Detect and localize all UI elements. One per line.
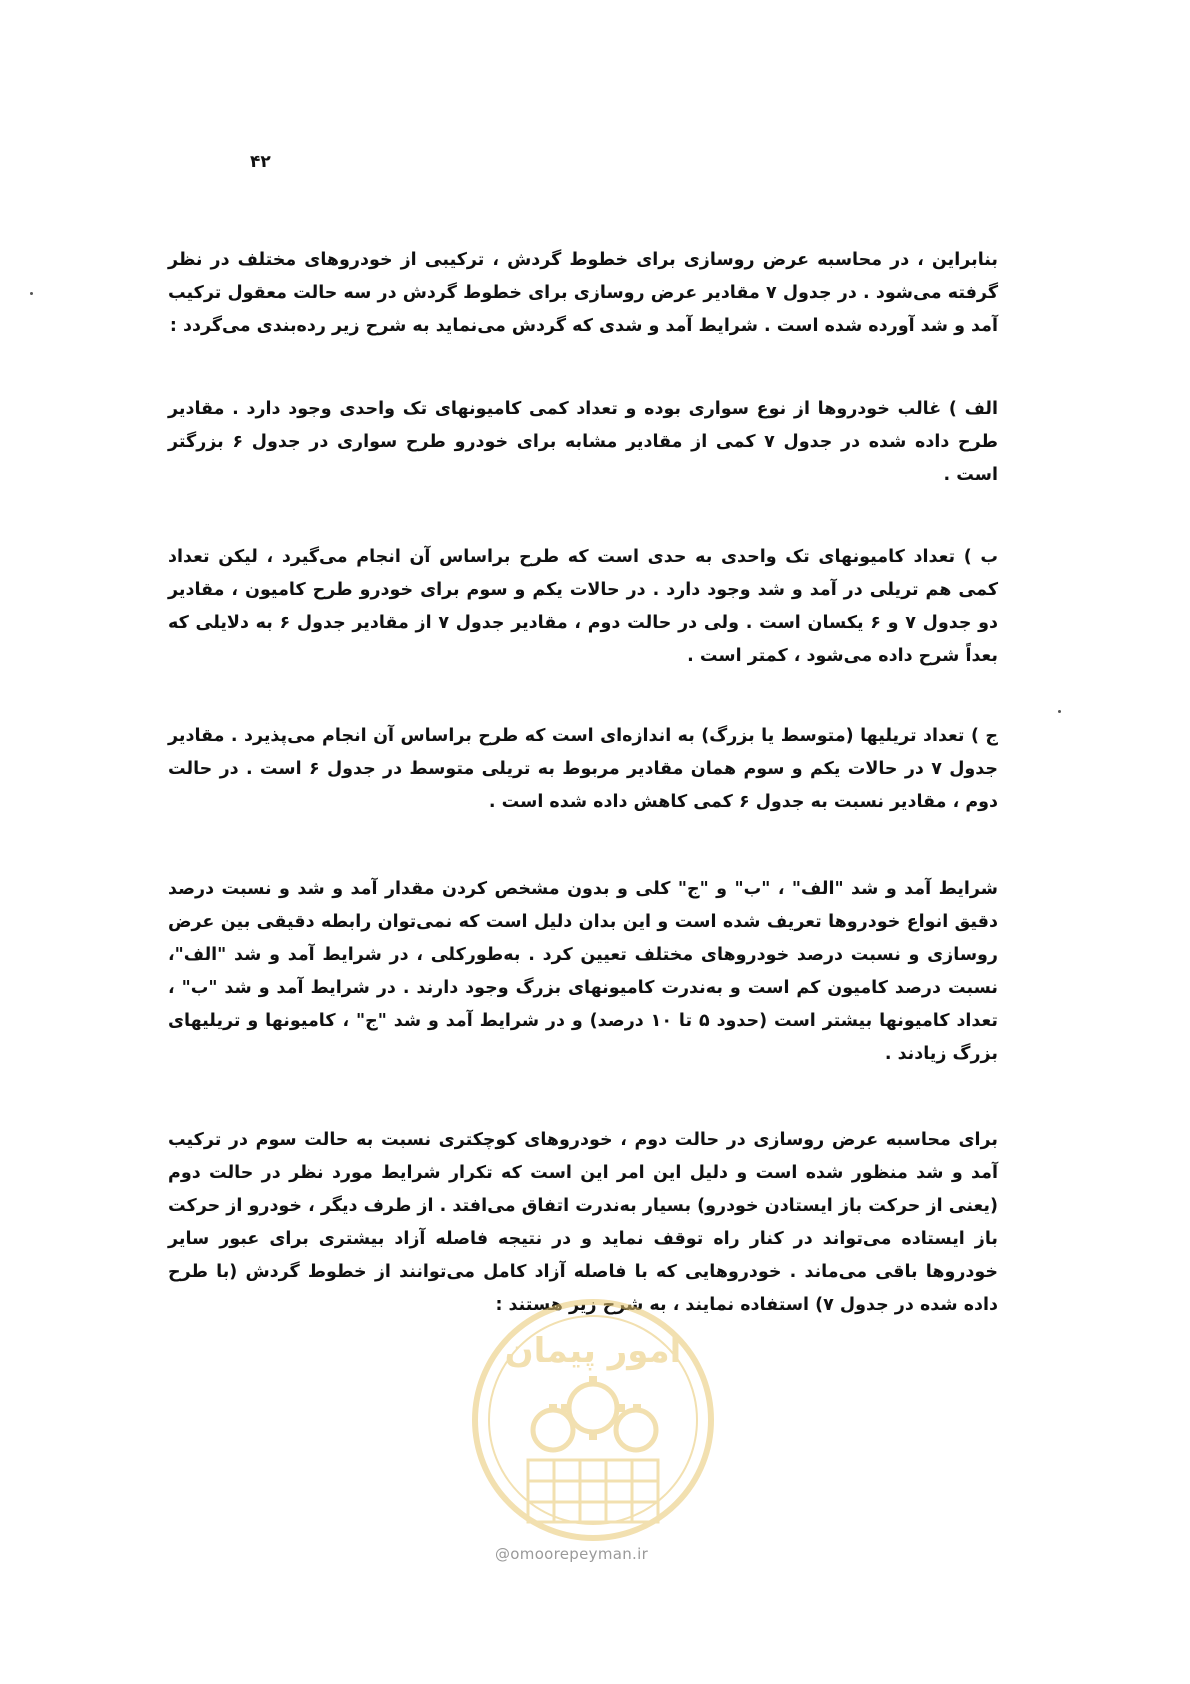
svg-text:امور پیمان: امور پیمان bbox=[504, 1331, 682, 1371]
paragraph-traffic-conditions: شرایط آمد و شد "الف" ، "ب" و "ج" کلی و بدون مشخص کردن مقدار آمد و شد و نسبت درصد دقیق انواع خودروها تعریف شده است و این بدان دلیل است که نمی‌توان رابطه دقیقی بین عرض روسازی و نسبت درصد خودروهای مختلف تعیین کرد . به‌طورکلی ، در شرایط آمد و شد "الف"، نسبت درصد کامیون کم است و به‌ندرت کامیونهای بزرگ وجود دارند . در شرایط آمد و شد "ب" ، تعداد کامیونها بیشتر است (حدود ۵ تا ۱۰ درصد) و در شرایط آمد و شد "ج" ، کامیونها و تریلیهای بزرگ زیادند . bbox=[168, 879, 998, 1064]
paragraph-second-case: برای محاسبه عرض روسازی در حالت دوم ، خودروهای کوچکتری نسبت به حالت سوم در ترکیب آمد و شد منظور شده است و دلیل این امر این است که تکرار شرایط مورد نظر در حالت دوم (یعنی از حرکت باز ایستادن خودرو) بسیار به‌ندرت اتفاق می‌افتد . از طرف دیگر ، خودرو از حرکت باز ایستاده می‌تواند در کنار راه توقف نماید و در نتیجه فاصله آزاد بیشتری برای عبور سایر خودروها باقی می‌ماند . خودروهایی که با فاصله آزاد کامل می‌توانند از خطوط گردش (با طرح داده شده در جدول ۷) استفاده نمایند ، به شرح زیر هستند : bbox=[168, 1130, 998, 1315]
scan-speck bbox=[1058, 710, 1061, 713]
paragraph-condition-be: ب ) تعداد کامیونهای تک واحدی به حدی است که طرح براساس آن انجام می‌گیرد ، لیکن تعداد کمی هم تریلی در آمد و شد وجود دارد . در حالات یکم و سوم برای خودرو طرح کامیون ، مقادیر دو جدول ۷ و ۶ یکسان است . ولی در حالت دوم ، مقادیر جدول ۷ از مقادیر جدول ۶ به دلایلی که بعداً شرح داده می‌شود ، کمتر است . bbox=[168, 547, 999, 666]
paragraph-condition-alef: الف ) غالب خودروها از نوع سواری بوده و تعداد کمی کامیونهای تک واحدی وجود دارد . مقادیر طرح داده شده در جدول ۷ کمی از مقادیر مشابه برای خودرو طرح سواری در جدول ۶ بزرگتر است . bbox=[168, 399, 998, 485]
paragraph-condition-jim: ج ) تعداد تریلیها (متوسط یا بزرگ) به اندازه‌ای است که طرح براساس آن انجام می‌پذیرد . مقادیر جدول ۷ در حالات یکم و سوم همان مقادیر مربوط به تریلی متوسط در جدول ۶ است . در حالت دوم ، مقادیر نسبت به جدول ۶ کمی کاهش داده شده است . bbox=[168, 726, 998, 812]
paragraph-intro: بنابراین ، در محاسبه عرض روسازی برای خطوط گردش ، ترکیبی از خودروهای مختلف در نظر گرفته می‌شود . در جدول ۷ مقادیر عرض روسازی برای خطوط گردش در سه حالت معقول ترکیب آمد و شد آورده شده است . شرایط آمد و شدی که گردش می‌نماید به شرح زیر رده‌بندی می‌گردد : bbox=[168, 250, 998, 336]
scan-speck bbox=[30, 292, 33, 295]
watermark-url: @omoorepeyman.ir bbox=[495, 1545, 649, 1563]
page-number: ۴۲ bbox=[250, 152, 271, 172]
